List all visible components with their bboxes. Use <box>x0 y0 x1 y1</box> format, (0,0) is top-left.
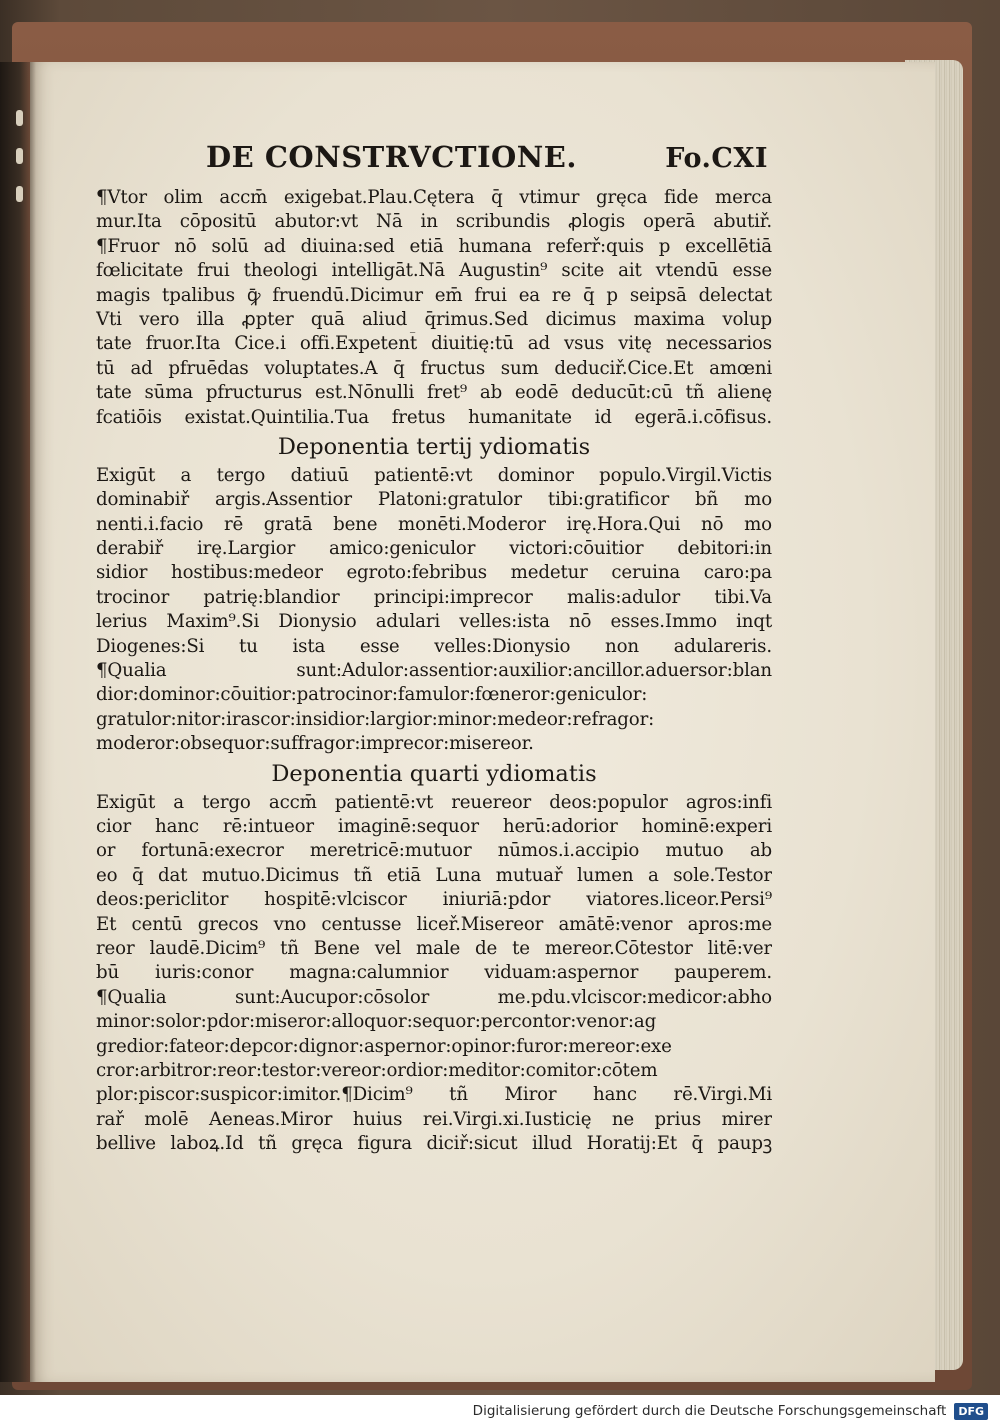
dfg-logo: DFG <box>954 1403 988 1420</box>
text-line: tū ad pfruēdas voluptates.A q̄ fructus sum deduciř.Cice.Et amœni <box>96 357 772 379</box>
text-line: or fortunā:execror meretricē:mutuor nūmos.i.accipio mutuo ab <box>96 840 772 862</box>
section-intro <box>96 186 772 430</box>
text-line: magis tpalibus ꝙ̄ fruendū.Dicimur em̄ frui ea re q̄ p seipsā delectat <box>96 284 772 306</box>
running-head-title: DE CONSTRVCTIONE. <box>206 140 577 174</box>
text-line: gratulor:nitor:irascor:insidior:largior:minor:medeor:refragor: <box>96 708 655 730</box>
text-line: Exigūt a tergo accm̄ patientē:vt reuereor deos:populor agros:infi <box>96 791 772 813</box>
funding-footer <box>0 1395 1000 1427</box>
text-line: plor:piscor:suspicor:imitor.¶Dicim⁹ tñ Miror hanc rē.Virgi.Mi <box>96 1084 772 1106</box>
binding-hinge <box>16 110 23 224</box>
text-line: reor laudē.Dicim⁹ tñ Bene vel male de te mereor.Cōtestor litē:ver <box>96 937 772 959</box>
text-line: tate sūma pfructurus est.Nōnulli fret⁹ ab eodē deducūt:cū tñ alienę <box>96 382 772 404</box>
section-heading: Deponentia quarti ydiomatis <box>271 760 597 787</box>
text-line: moderor:obsequor:suffragor:imprecor:misereor. <box>96 733 534 755</box>
folio-number: Fo.CXI <box>665 143 768 174</box>
text-line: Et centū grecos vno centusse liceř.Misereor amātē:venor apros:me <box>96 913 772 935</box>
text-line: trocinor patrię:blandior principi:imprecor malis:adulor tibi.Va <box>96 586 772 608</box>
text-line: derabiř irę.Largior amico:geniculor victori:cōuitior debitori:in <box>96 538 772 560</box>
text-line: fœlicitate frui theologi intelligāt.Nā Augustin⁹ scite ait vtendū esse <box>96 260 772 282</box>
text-line: ¶Qualia sunt:Aucupor:cōsolor me.pdu.vlciscor:medicor:abho <box>96 986 772 1008</box>
section-deponentia-quarti <box>96 757 772 1157</box>
text-line: sidior hostibus:medeor egroto:febribus medetur ceruina caro:pa <box>96 562 772 584</box>
text-line: ¶Vtor olim accm̄ exigebat.Plau.Cętera q̄ vtimur gręca fide merca <box>96 187 772 208</box>
text-block <box>96 140 772 1156</box>
text-line: deos:periclitor hospitē:vlciscor iniuriā:pdor viatores.liceor.Persi⁹ <box>96 889 772 911</box>
text-line: nenti.i.facio rē gratā bene monēti.Moderor irę.Hora.Qui nō mo <box>96 513 772 535</box>
text-line: lerius Maxim⁹.Si Dionysio adulari velles:ista nō esses.Immo inqt <box>96 611 772 633</box>
section-heading: Deponentia tertij ydiomatis <box>277 433 591 460</box>
text-line: cror:arbitror:reor:testor:vereor:ordior:meditor:comitor:cōtem <box>96 1059 658 1081</box>
section-deponentia-tertij <box>96 430 772 757</box>
text-line: mur.Ita cōpositū abutor:vt Nā in scribundis ꝓlogis operā abutiř. <box>96 211 772 233</box>
text-line: minor:solor:pdor:miseror:alloquor:sequor:percontor:venor:ag <box>96 1011 657 1033</box>
text-line: bū iuris:conor magna:calumnior viduam:aspernor pauperem. <box>96 962 772 984</box>
gutter-shadow <box>0 62 36 1382</box>
text-line: rař molē Aeneas.Miror huius rei.Virgi.xi.Iusticię ne prius mirer <box>96 1108 772 1130</box>
text-line: Vti vero illa ꝓpter quā aliud q̄rimus.Sed dicimus maxima volup <box>96 308 772 330</box>
text-line: dior:dominor:cōuitior:patrocinor:famulor:fœneror:geniculor: <box>96 684 648 706</box>
text-line: ¶Qualia sunt:Adulor:assentior:auxilior:ancillor.aduersor:blan <box>96 660 772 682</box>
funding-notice: Digitalisierung gefördert durch die Deutsche Forschungsgemeinschaft <box>472 1403 947 1419</box>
text-line: cior hanc rē:intueor imaginē:sequor herū:adorior hominē:experi <box>96 815 772 837</box>
text-line: gredior:fateor:depcor:dignor:aspernor:opinor:furor:mereor:exe <box>96 1035 672 1057</box>
text-line: ¶Fruor nō solū ad diuina:sed etiā humana referř:quis p excellētiā <box>96 235 772 257</box>
text-line: Diogenes:Si tu ista esse velles:Dionysio non adulareris. <box>96 635 772 657</box>
text-line: Exigūt a tergo datiuū patientē:vt dominor populo.Virgil.Victis <box>96 464 772 486</box>
text-line: dominabiř argis.Assentior Platoni:gratulor tibi:gratificor bñ mo <box>96 489 772 511</box>
text-line: eo q̄ dat mutuo.Dicimus tñ etiā Luna mutuař lumen a sole.Testor <box>96 864 772 886</box>
text-line: fcatiōis existat.Quintilia.Tua fretus humanitate id egerā.i.cōfisus. <box>96 406 772 428</box>
text-line: tate fruor.Ita Cice.i offi.Expetent̄ diuitię:tū ad vsus vitę necessarios <box>96 333 772 355</box>
running-head <box>96 140 772 180</box>
text-line: bellive laboꝝ.Id tñ gręca figura diciř:sicut illud Horatij:Et q̄ paupꝫ <box>96 1133 772 1155</box>
